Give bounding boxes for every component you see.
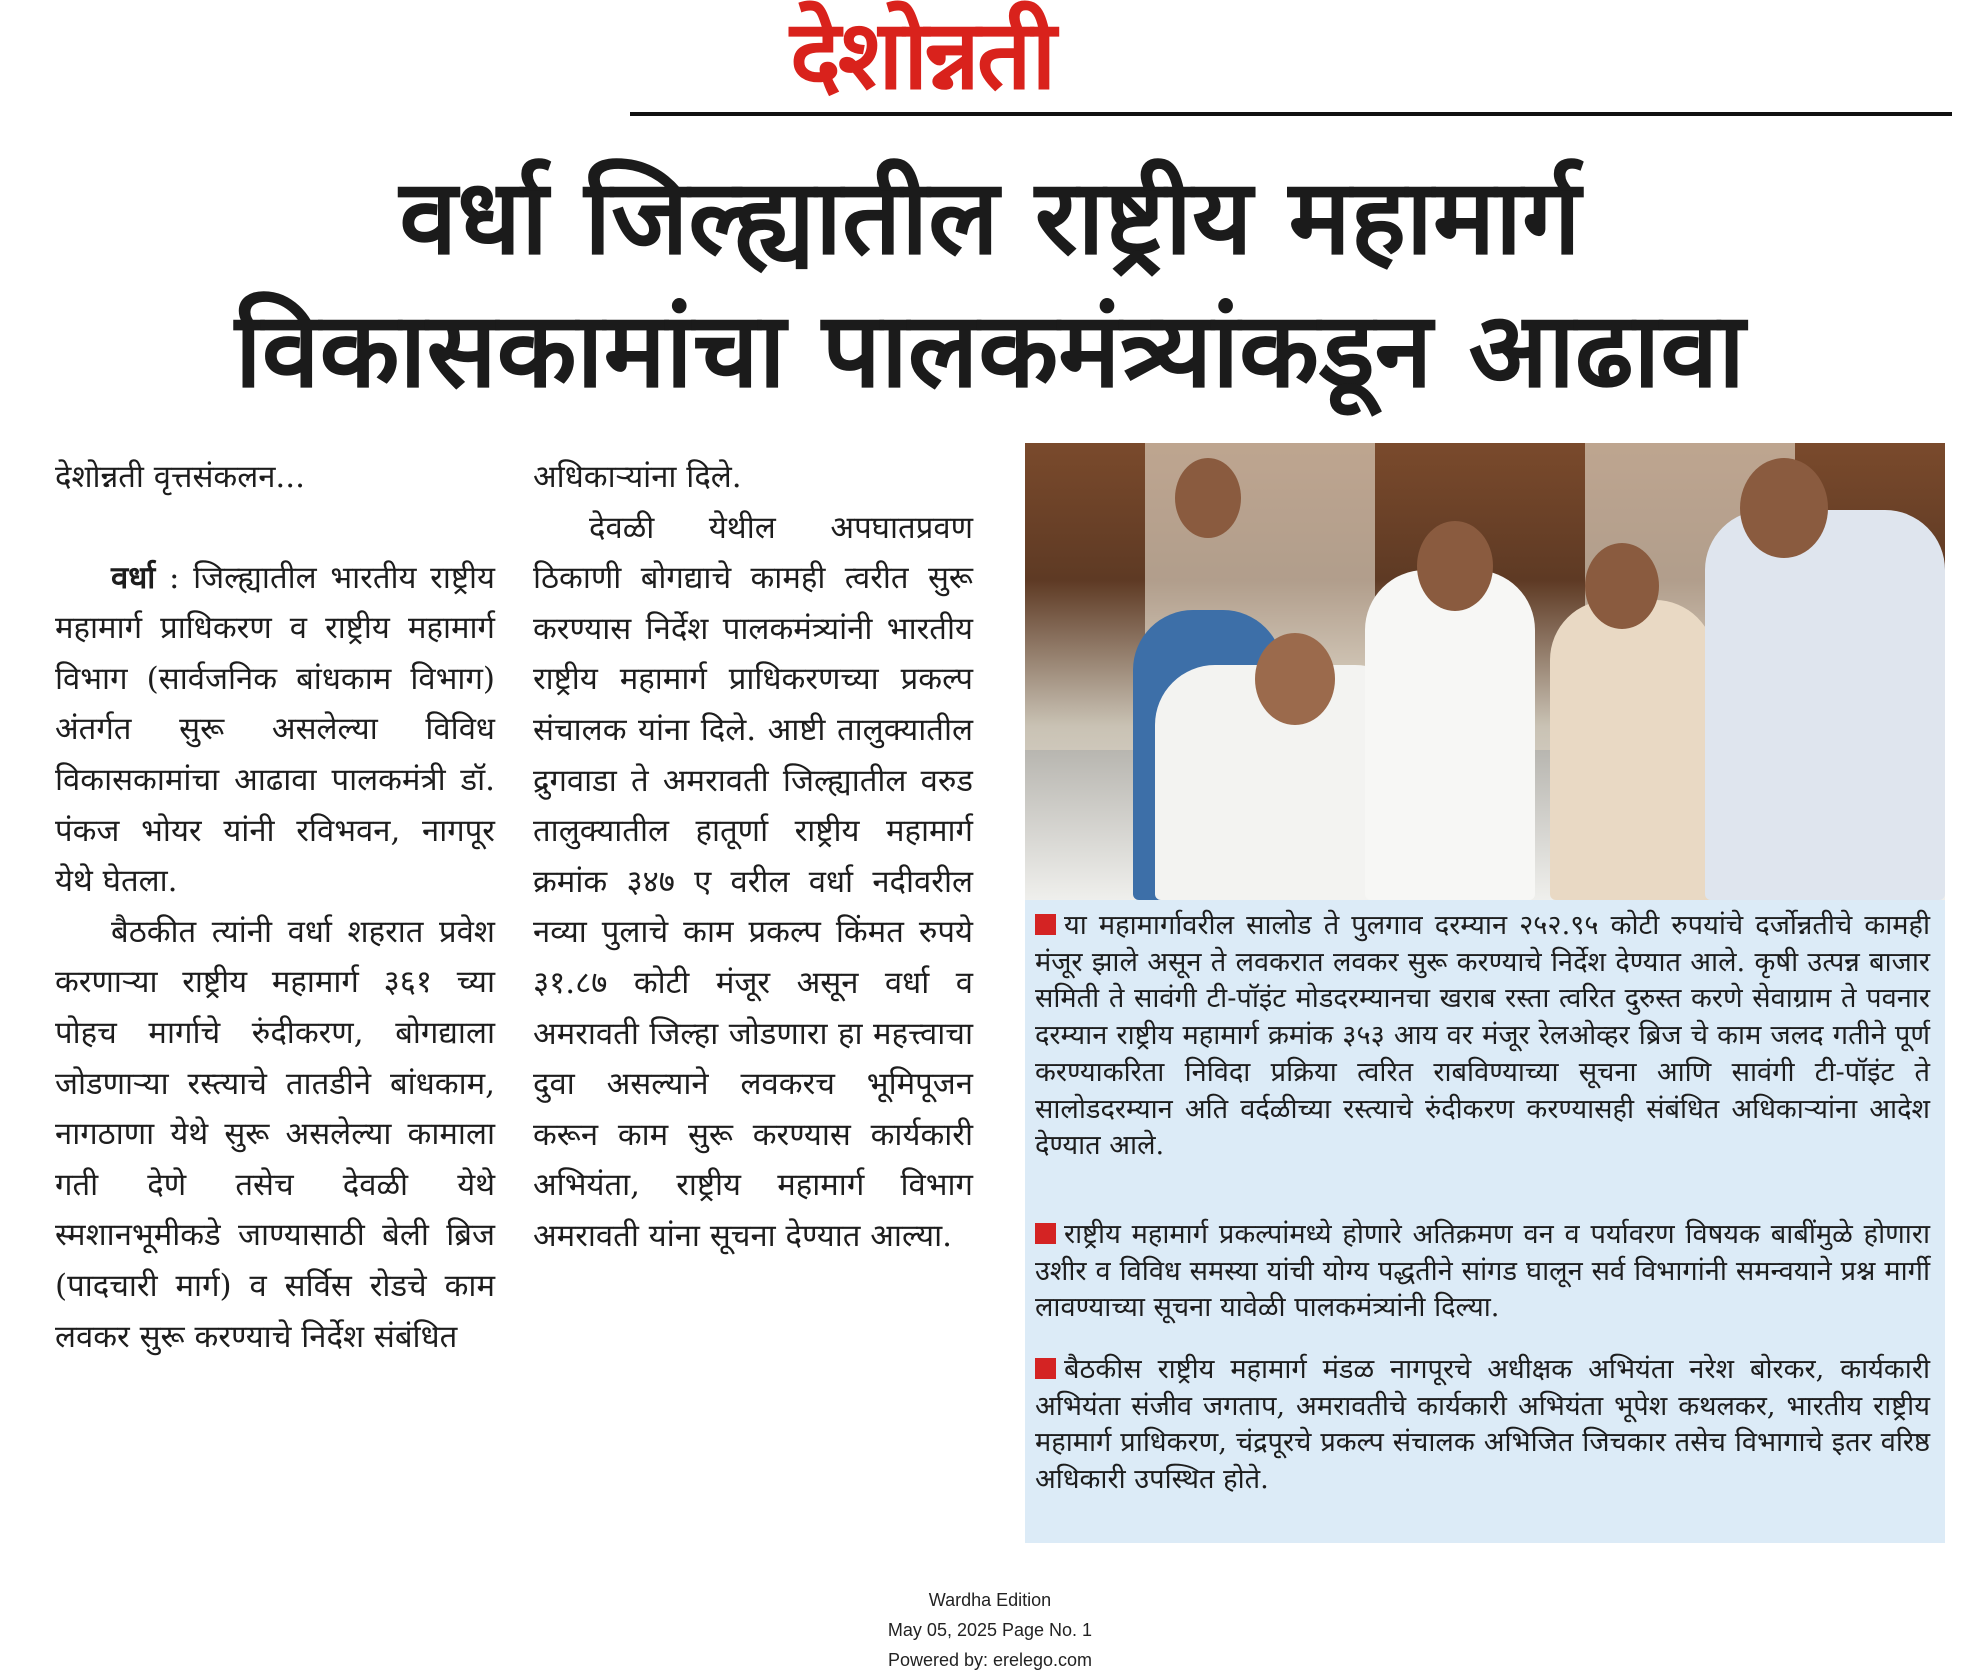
article-paragraph-2: बैठकीत त्यांनी वर्धा शहरात प्रवेश करणाऱ्या राष्ट्रीय महामार्ग ३६१ च्या पोहच मार्गाचे रुंदीकरण, बोगद्याला जोडणाऱ्या रस्त्याचे तातडीने बांधकाम, नागठाणा येथे सुरू असलेल्या कामाला गती देणे तसेच देवळी येथे स्मशानभूमीकडे जाण्यासाठी बेली ब्रिज (पादचारी मार्ग) व सर्विस रोडचे काम लवकर सुरू करण्याचे निर्देश संबंधित — [55, 913, 495, 1355]
dateline-place: वर्धा — [111, 559, 156, 596]
masthead-rule — [630, 112, 1952, 116]
meeting-photo — [1025, 443, 1945, 900]
highlights-box — [1025, 900, 1945, 1543]
photo-person-head — [1417, 521, 1493, 611]
highlight-item-1-text: या महामार्गावरील सालोड ते पुलगाव दरम्यान २५२.९५ कोटी रुपयांचे दर्जोन्नतीचे कामही मंजूर झाले असून ते लवकरात लवकर सुरू करण्याचे निर्देश देण्यात आले. कृषी उत्पन्न बाजार समिती ते सावंगी टी-पॉइंट मोडदरम्यानचा खराब रस्ता त्वरित दुरुस्त करणे सेवाग्राम ते पवनार दरम्यान राष्ट्रीय महामार्ग क्रमांक ३५३ आय वर मंजूर रेलओव्हर ब्रिज चे काम जलद गतीने पूर्ण करण्याकरिता निविदा प्रक्रिया त्वरित राबविण्याच्या सूचना आणि सावंगी टी-पॉइंट ते सालोडदरम्यान अति वर्दळीच्या रस्त्याचे रुंदीकरण करण्यासही संबंधित अधिकाऱ्यांना आदेश देण्यात आले. — [1035, 910, 1930, 1162]
article-paragraph-3: देवळी येथील अपघातप्रवण ठिकाणी बोगद्याचे कामही त्वरीत सुरू करण्यास निर्देश पालकमंत्र्यांनी भारतीय राष्ट्रीय महामार्ग प्राधिकरणच्या प्रकल्प संचालक यांना दिले. आष्टी तालुक्यातील द्रुगवाडा ते अमरावती जिल्ह्यातील वरुड तालुक्यातील हातूर्णा राष्ट्रीय महामार्ग क्रमांक ३४७ ए वरील वर्धा नदीवरील नव्या पुलाचे काम प्रकल्प किंमत रुपये ३१.८७ कोटी मंजूर असून वर्धा व अमरावती जिल्हा जोडणारा हा महत्त्वाचा दुवा असल्याने लवकरच भूमिपूजन करून काम सुरू करण्यास कार्यकारी अभियंता, राष्ट्रीय महामार्ग विभाग अमरावती यांना सूचना देण्यात आल्या. — [533, 509, 973, 1254]
highlight-item-2-text: राष्ट्रीय महामार्ग प्रकल्पांमध्ये होणारे अतिक्रमण वन व पर्यावरण विषयक बाबींमुळे होणारा उशीर व विविध समस्या यांची योग्य पद्धतीने सांगड घालून सर्व विभागांनी समन्वयाने प्रश्न मार्गी लावण्याच्या सूचना यावेळी पालकमंत्र्यांनी दिल्या. — [1035, 1219, 1930, 1324]
bullet-square-icon — [1035, 914, 1056, 935]
photo-person-standing-checked — [1550, 600, 1715, 900]
highlight-item-2 — [1035, 1217, 1930, 1327]
footer-edition: Wardha Edition — [928, 1590, 1052, 1610]
article-paragraph-1 — [55, 553, 495, 907]
headline-line-1: वर्धा जिल्ह्यातील राष्ट्रीय महामार्ग — [399, 156, 1581, 278]
photo-person-head — [1255, 633, 1335, 725]
article-paragraph-2-continued: अधिकाऱ्यांना दिले. — [533, 459, 742, 495]
article-paragraph-1-text: जिल्ह्यातील भारतीय राष्ट्रीय महामार्ग प्राधिकरण व राष्ट्रीय महामार्ग विभाग (सार्वजनिक बांधकाम विभाग) अंतर्गत सुरू असलेल्या विविध विकासकामांचा आढावा पालकमंत्री डॉ. पंकज भोयर यांनी रविभवन, नागपूर येथे घेतला. — [55, 559, 495, 900]
footer-powered-by: Powered by: erelego.com — [887, 1650, 1093, 1670]
bullet-square-icon — [1035, 1358, 1056, 1379]
photo-person-head — [1740, 458, 1828, 558]
photo-person-head — [1585, 543, 1659, 629]
article-column-1 — [55, 452, 495, 1362]
photo-person-head — [1175, 458, 1241, 538]
photo-person-standing-plaid — [1705, 510, 1945, 900]
highlight-item-3 — [1035, 1352, 1930, 1499]
footer-date-page: May 05, 2025 Page No. 1 — [887, 1620, 1093, 1640]
highlight-item-1 — [1035, 908, 1930, 1165]
photo-person-standing-white — [1365, 570, 1535, 900]
dateline-separator: : — [155, 559, 194, 596]
byline: देशोन्नती वृत्तसंकलन... — [55, 459, 305, 495]
masthead-logo: देशोन्नती — [790, 0, 1054, 111]
highlight-item-3-text: बैठकीस राष्ट्रीय महामार्ग मंडळ नागपूरचे अधीक्षक अभियंता नरेश बोरकर, कार्यकारी अभियंता संजीव जगताप, अमरावतीचे कार्यकारी अभियंता भूपेश कथलकर, भारतीय राष्ट्रीय महामार्ग प्राधिकरण, चंद्रपूरचे प्रकल्प संचालक अभिजित जिचकार तसेच विभागाचे इतर वरिष्ठ अधिकारी उपस्थित होते. — [1035, 1354, 1930, 1496]
bullet-square-icon — [1035, 1223, 1056, 1244]
article-column-2 — [533, 452, 973, 1262]
headline-line-2: विकासकामांचा पालकमंत्र्यांकडून आढावा — [234, 289, 1746, 411]
